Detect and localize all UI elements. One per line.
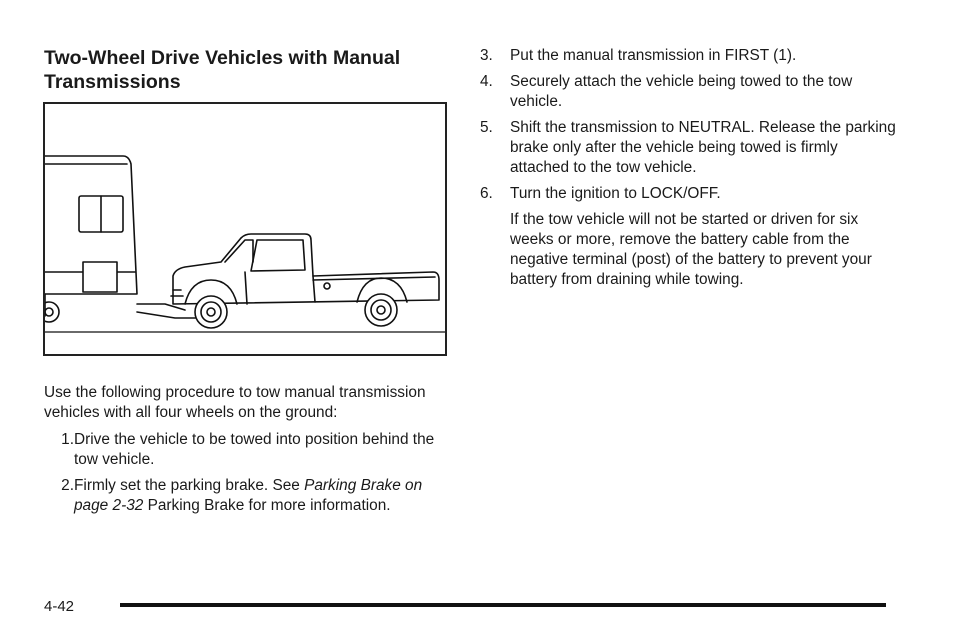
steps-column-right xyxy=(480,46,900,290)
list-item xyxy=(480,118,900,178)
list-item xyxy=(480,46,900,66)
steps-column-left xyxy=(44,430,454,522)
motorhome-towing-pickup-drawing xyxy=(45,104,445,354)
step-number: 4. xyxy=(480,73,493,90)
step-text: Put the manual transmission in FIRST (1). xyxy=(510,47,797,64)
intro-paragraph: Use the following procedure to tow manual transmission vehicles with all four wheels on the ground: xyxy=(44,384,426,421)
step-text: Shift the transmission to NEUTRAL. Release the parking brake only after the vehicle being towed is firmly attached to the tow vehicle. xyxy=(510,119,896,176)
cross-reference-link[interactable]: Parking Brake on page 2-32 xyxy=(74,477,423,514)
step-text: Turn the ignition to LOCK/OFF. xyxy=(510,185,721,202)
page-number: 4-42 xyxy=(44,598,75,615)
step-text: Drive the vehicle to be towed into position behind the tow vehicle. xyxy=(74,431,435,468)
list-item xyxy=(44,430,454,470)
list-item xyxy=(480,184,900,204)
step-text-pre: Firmly set the parking brake. See xyxy=(74,477,305,494)
step-number: 3. xyxy=(480,47,493,64)
list-item xyxy=(480,72,900,112)
section-heading: Two-Wheel Drive Vehicles with Manual Transmissions xyxy=(44,47,401,93)
step-number: 5. xyxy=(480,119,493,136)
towing-illustration xyxy=(43,102,447,356)
step-number: 1. xyxy=(61,431,74,448)
step-text xyxy=(74,476,454,516)
battery-note: If the tow vehicle will not be started or driven for six weeks or more, remove the battery cable from the negative terminal (post) of the battery to prevent your battery from draining while towing. xyxy=(510,211,872,288)
step-text: Securely attach the vehicle being towed to the tow vehicle. xyxy=(510,73,853,110)
step-text-post: Parking Brake for more information. xyxy=(143,497,391,514)
list-item xyxy=(44,476,454,516)
footer-rule xyxy=(120,603,886,607)
step-number: 2. xyxy=(61,477,74,494)
step-number: 6. xyxy=(480,185,493,202)
